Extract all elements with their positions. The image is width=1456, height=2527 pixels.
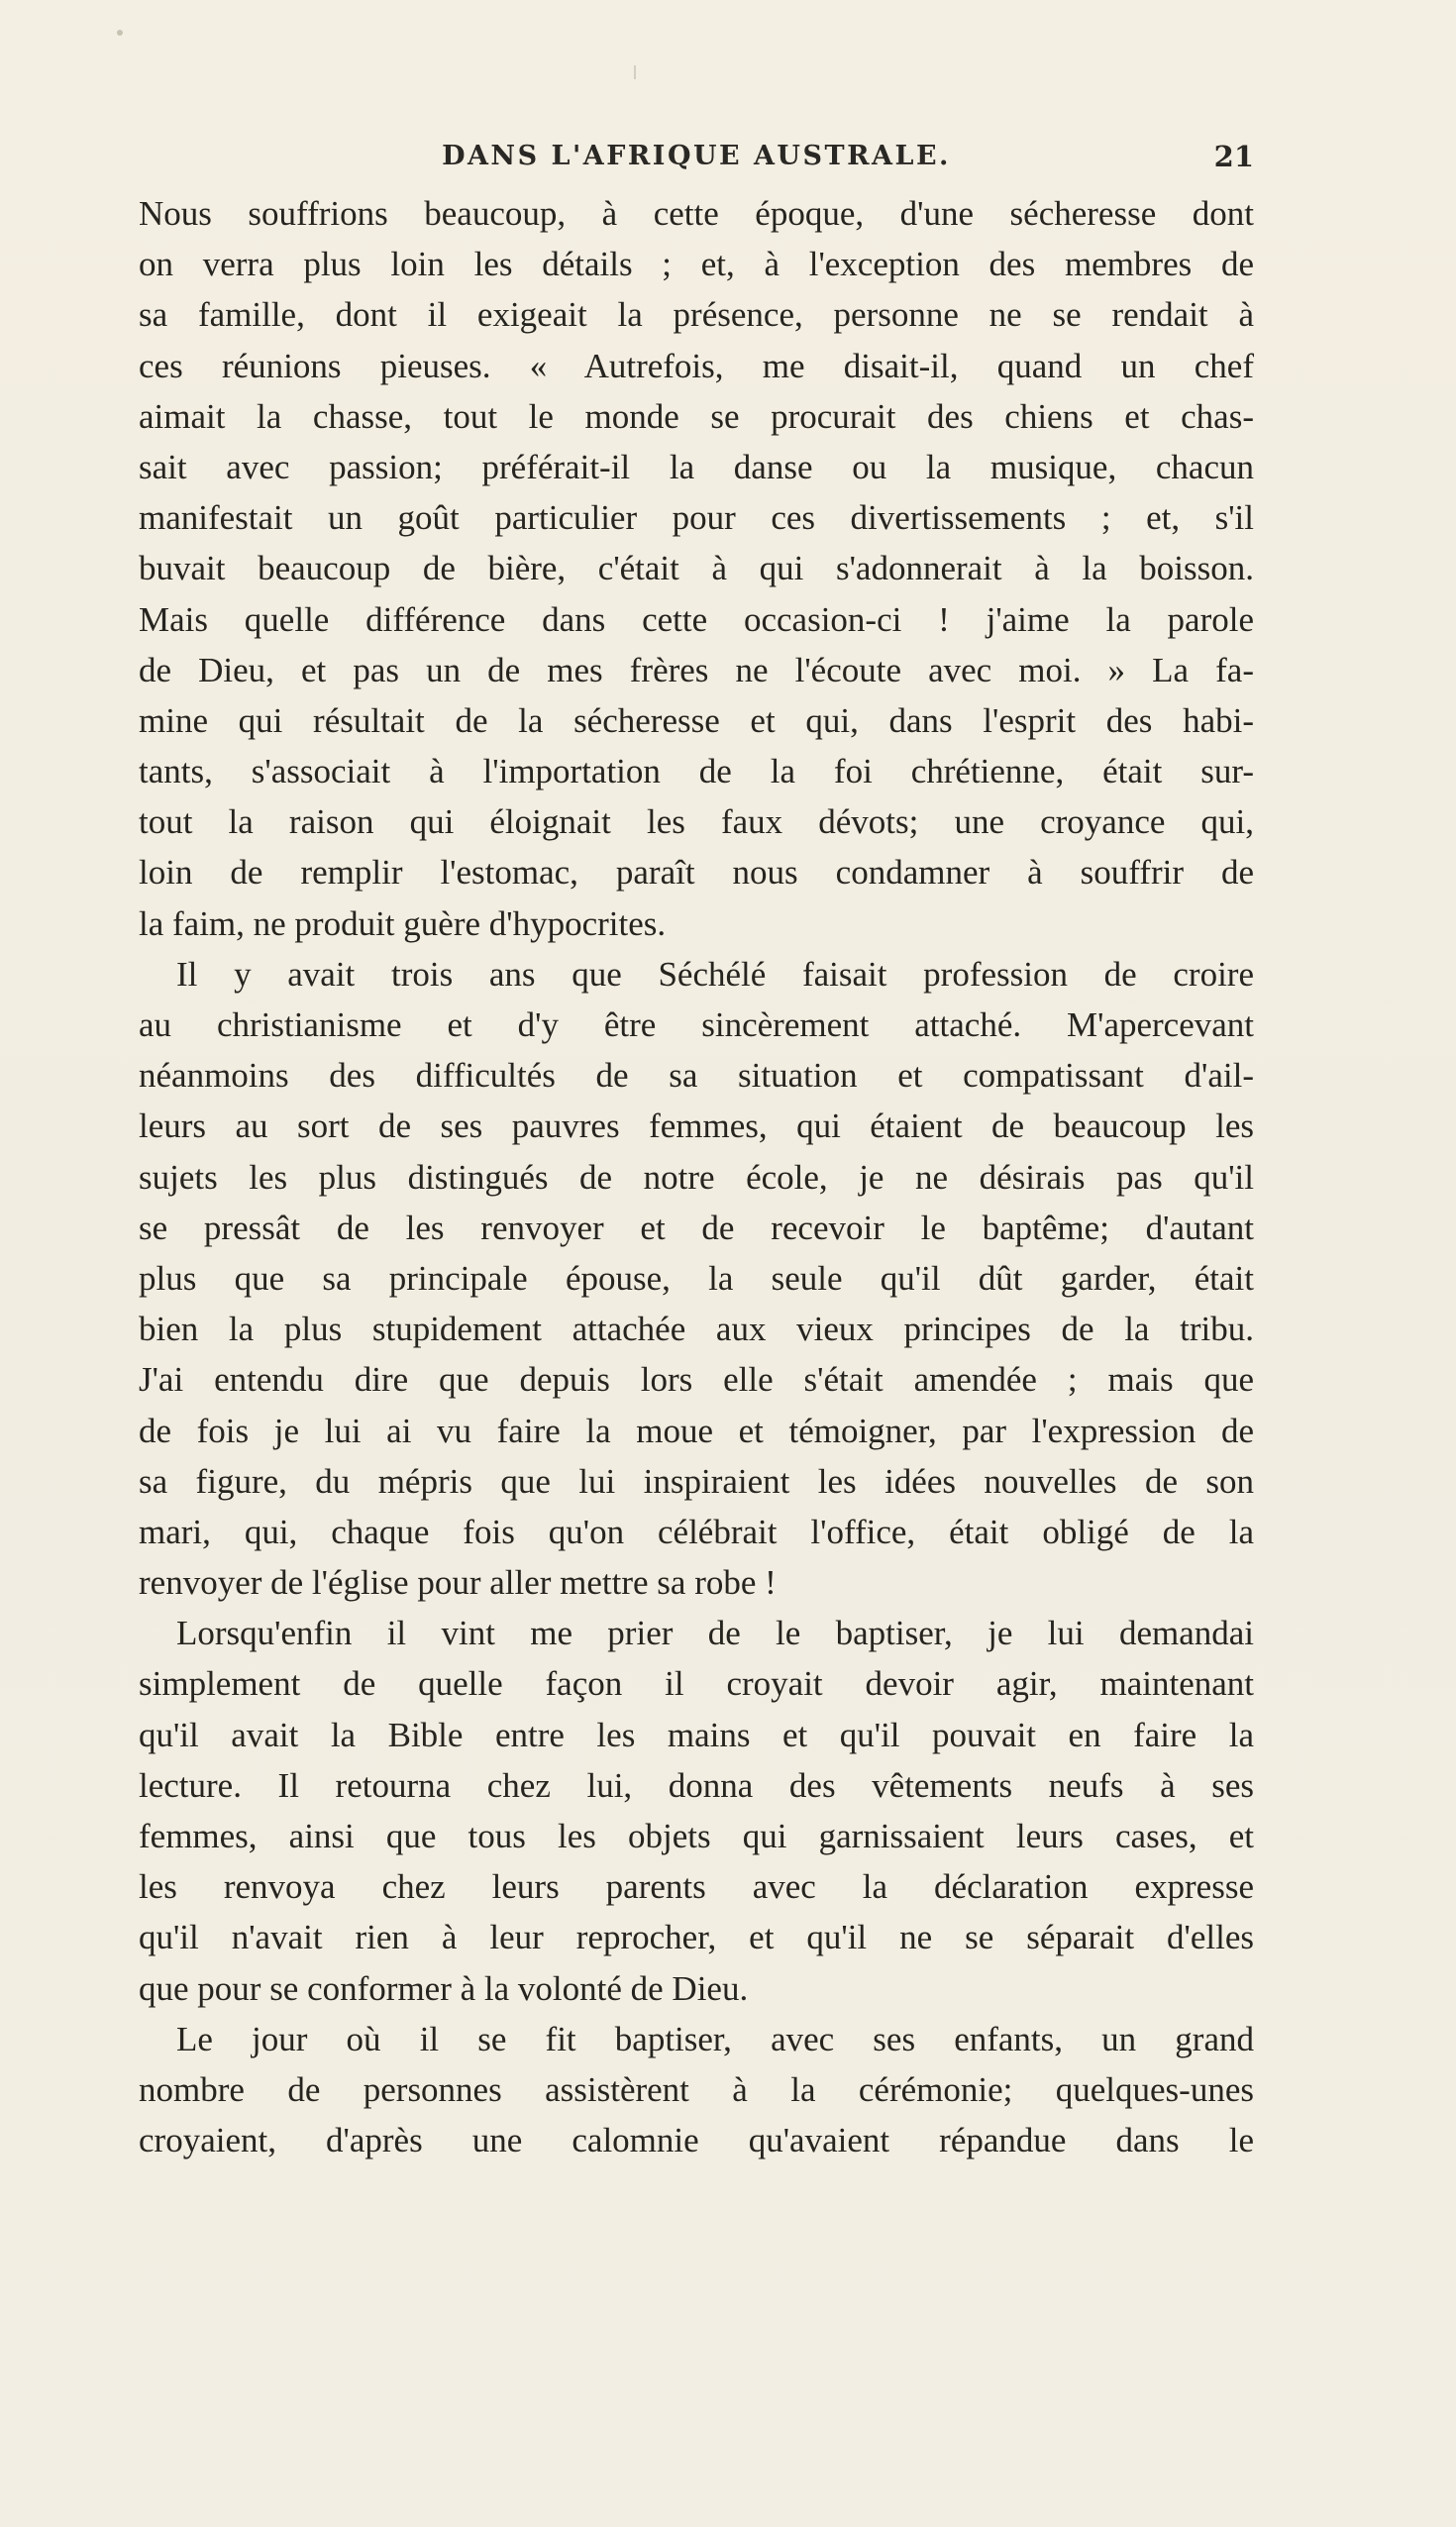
text-line: manifestait un goût particulier pour ces divertissements ; et, s'il	[139, 498, 1254, 538]
text-line: bien la plus stupidement attachée aux vieux principes de la tribu.	[139, 1310, 1254, 1349]
text-line: ces réunions pieuses. « Autrefois, me disait-il, quand un chef	[139, 346, 1254, 385]
text-line: J'ai entendu dire que depuis lors elle s'était amendée ; mais que	[139, 1360, 1254, 1400]
text-line: tout la raison qui éloignait les faux dévots; une croyance qui,	[139, 802, 1254, 842]
paper-speck	[117, 30, 123, 36]
text-line: leurs au sort de ses pauvres femmes, qui étaient de beaucoup les	[139, 1106, 1254, 1146]
text-line: nombre de personnes assistèrent à la cérémonie; quelques-unes	[139, 2069, 1254, 2109]
text-line: qu'il n'avait rien à leur reprocher, et qu'il ne se séparait d'elles	[139, 1918, 1254, 1957]
text-line: buvait beaucoup de bière, c'était à qui s'adonnerait à la boisson.	[139, 549, 1254, 588]
text-line: que pour se conformer à la volonté de Dieu.	[139, 1968, 749, 2008]
text-line: aimait la chasse, tout le monde se procurait des chiens et chas-	[139, 396, 1254, 436]
text-line: se pressât de les renvoyer et de recevoir le baptême; d'autant	[139, 1208, 1254, 1247]
paper-speck	[634, 65, 636, 79]
text-line: Lorsqu'enfin il vint me prier de le baptiser, je lui demandai	[176, 1614, 1254, 1653]
text-line: on verra plus loin les détails ; et, à l'exception des membres de	[139, 245, 1254, 284]
text-line: qu'il avait la Bible entre les mains et qu'il pouvait en faire la	[139, 1715, 1254, 1754]
text-line: lecture. Il retourna chez lui, donna des vêtements neufs à ses	[139, 1765, 1254, 1805]
text-line: croyaient, d'après une calomnie qu'avaient répandue dans le	[139, 2121, 1254, 2160]
page-number: 21	[1213, 140, 1254, 173]
text-line: néanmoins des difficultés de sa situation et compatissant d'ail-	[139, 1056, 1254, 1096]
text-line: la faim, ne produit guère d'hypocrites.	[139, 903, 667, 943]
text-line: les renvoya chez leurs parents avec la déclaration expresse	[139, 1867, 1254, 1907]
running-title: DANS L'AFRIQUE AUSTRALE.	[442, 141, 951, 171]
body-text	[139, 188, 1254, 2165]
text-line: femmes, ainsi que tous les objets qui garnissaient leurs cases, et	[139, 1817, 1254, 1855]
text-line: Mais quelle différence dans cette occasion-ci ! j'aime la parole	[139, 599, 1254, 639]
text-line: sait avec passion; préférait-il la danse ou la musique, chacun	[139, 447, 1254, 486]
text-line: renvoyer de l'église pour aller mettre sa robe !	[139, 1563, 777, 1603]
text-line: tants, s'associait à l'importation de la foi chrétienne, était sur-	[139, 752, 1254, 791]
text-line: Le jour où il se fit baptiser, avec ses enfants, un grand	[176, 2019, 1254, 2058]
text-line: de fois je lui ai vu faire la moue et témoigner, par l'expression de	[139, 1411, 1254, 1450]
text-line: Nous souffrions beaucoup, à cette époque, d'une sécheresse dont	[139, 194, 1254, 233]
text-line: mari, qui, chaque fois qu'on célébrait l'office, était obligé de la	[139, 1512, 1254, 1551]
text-line: loin de remplir l'estomac, paraît nous condamner à souffrir de	[139, 853, 1254, 893]
text-line: mine qui résultait de la sécheresse et qui, dans l'esprit des habi-	[139, 700, 1254, 740]
text-line: sa figure, du mépris que lui inspiraient les idées nouvelles de son	[139, 1461, 1254, 1501]
text-line: Il y avait trois ans que Séchélé faisait profession de croire	[176, 954, 1254, 994]
text-line: plus que sa principale épouse, la seule qu'il dût garder, était	[139, 1258, 1254, 1298]
page-header	[139, 135, 1254, 178]
text-line: sa famille, dont il exigeait la présence, personne ne se rendait à	[139, 295, 1254, 335]
text-line: sujets les plus distingués de notre école, je ne désirais pas qu'il	[139, 1157, 1254, 1197]
text-line: simplement de quelle façon il croyait devoir agir, maintenant	[139, 1664, 1254, 1704]
text-line: de Dieu, et pas un de mes frères ne l'écoute avec moi. » La fa-	[139, 650, 1254, 689]
text-line: au christianisme et d'y être sincèrement attaché. M'apercevant	[139, 1005, 1254, 1044]
